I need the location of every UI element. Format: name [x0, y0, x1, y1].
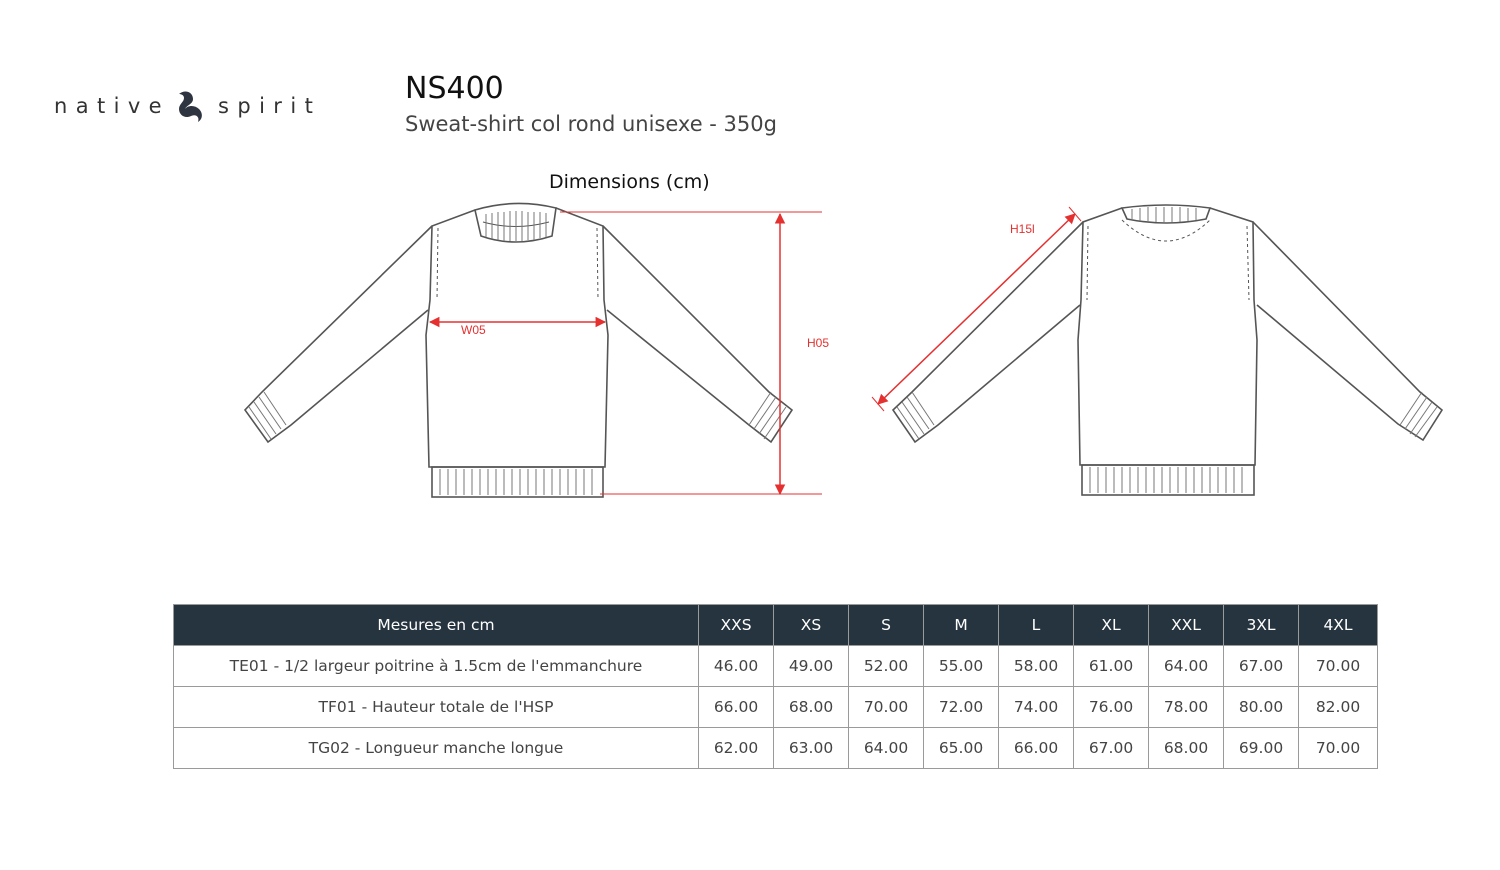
- size-header: XL: [1074, 605, 1149, 646]
- value-cell: 49.00: [774, 646, 849, 687]
- sweatshirt-front-drawing: [245, 203, 792, 497]
- value-cell: 80.00: [1224, 687, 1299, 728]
- value-cell: 66.00: [699, 687, 774, 728]
- size-header: M: [924, 605, 999, 646]
- size-header: 3XL: [1224, 605, 1299, 646]
- header-label-cell: Mesures en cm: [174, 605, 699, 646]
- value-cell: 64.00: [849, 728, 924, 769]
- value-cell: 68.00: [774, 687, 849, 728]
- value-cell: 67.00: [1074, 728, 1149, 769]
- measure-label-cell: TF01 - Hauteur totale de l'HSP: [174, 687, 699, 728]
- value-cell: 72.00: [924, 687, 999, 728]
- value-cell: 55.00: [924, 646, 999, 687]
- front-body-outline: [426, 208, 608, 467]
- value-cell: 70.00: [1299, 646, 1378, 687]
- back-collar: [1122, 205, 1210, 223]
- value-cell: 69.00: [1224, 728, 1299, 769]
- value-cell: 74.00: [999, 687, 1074, 728]
- front-left-sleeve: [245, 226, 432, 442]
- value-cell: 63.00: [774, 728, 849, 769]
- value-cell: 52.00: [849, 646, 924, 687]
- size-header: XS: [774, 605, 849, 646]
- table-header-row: [174, 605, 1378, 646]
- value-cell: 68.00: [1149, 728, 1224, 769]
- dimensions-title: Dimensions (cm): [549, 171, 710, 193]
- value-cell: 62.00: [699, 728, 774, 769]
- back-body-outline: [1078, 208, 1257, 465]
- measure-label-cell: TE01 - 1/2 largeur poitrine à 1.5cm de l'emmanchure: [174, 646, 699, 687]
- size-header: XXL: [1149, 605, 1224, 646]
- size-header: 4XL: [1299, 605, 1378, 646]
- value-cell: 76.00: [1074, 687, 1149, 728]
- value-cell: 70.00: [849, 687, 924, 728]
- back-hem: [1082, 465, 1254, 495]
- back-left-sleeve: [893, 222, 1083, 442]
- size-table: [173, 604, 1378, 769]
- sweatshirt-back-drawing: [893, 205, 1442, 495]
- back-right-sleeve: [1253, 222, 1442, 440]
- value-cell: 65.00: [924, 728, 999, 769]
- chest-width-label: W05: [461, 323, 486, 337]
- brand-word-left: native: [54, 94, 170, 118]
- value-cell: 64.00: [1149, 646, 1224, 687]
- total-height-label: H05: [807, 336, 830, 350]
- value-cell: 78.00: [1149, 687, 1224, 728]
- front-right-sleeve: [603, 226, 792, 442]
- value-cell: 58.00: [999, 646, 1074, 687]
- brand-word-right: spirit: [218, 94, 322, 118]
- size-header: XXS: [699, 605, 774, 646]
- value-cell: 46.00: [699, 646, 774, 687]
- front-measure-lines: [430, 212, 822, 494]
- table-row: [174, 646, 1378, 687]
- value-cell: 70.00: [1299, 728, 1378, 769]
- sleeve-length-measure-line: [878, 214, 1075, 404]
- product-code: NS400: [405, 71, 504, 106]
- value-cell: 66.00: [999, 728, 1074, 769]
- value-cell: 67.00: [1224, 646, 1299, 687]
- size-header: L: [999, 605, 1074, 646]
- table-row: [174, 728, 1378, 769]
- product-description: Sweat-shirt col rond unisexe - 350g: [405, 112, 777, 136]
- front-hem: [432, 467, 603, 497]
- value-cell: 82.00: [1299, 687, 1378, 728]
- sleeve-length-label: H15l: [1010, 222, 1035, 236]
- size-header: S: [849, 605, 924, 646]
- measure-label-cell: TG02 - Longueur manche longue: [174, 728, 699, 769]
- value-cell: 61.00: [1074, 646, 1149, 687]
- table-row: [174, 687, 1378, 728]
